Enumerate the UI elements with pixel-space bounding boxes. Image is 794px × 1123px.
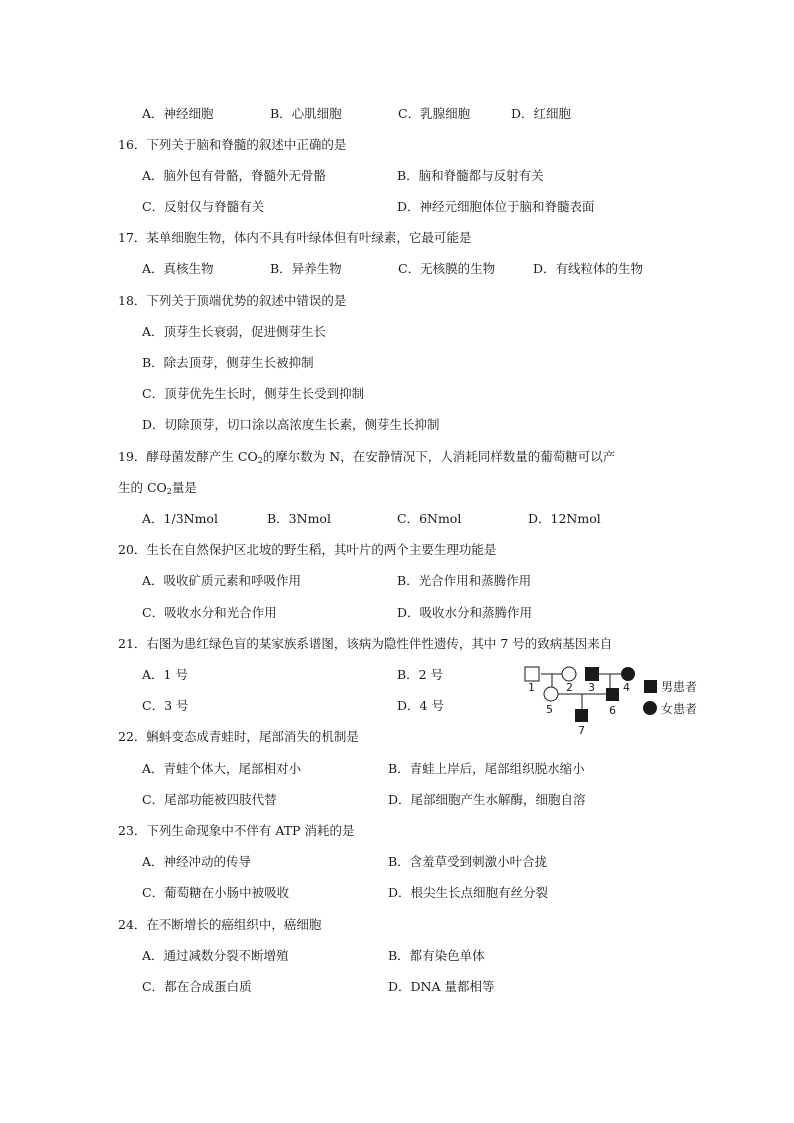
q18-option-d: D．切除顶芽，切口涂以高浓度生长素，侧芽生长抑制: [142, 417, 440, 432]
question-17: 17．某单细胞生物，体内不具有叶绿体但有叶绿素，它最可能是: [118, 230, 472, 245]
question-23: 23．下列生命现象中不伴有 ATP 消耗的是: [118, 823, 355, 838]
q19-text-1a: 19．酵母菌发酵产生 CO: [118, 449, 258, 464]
pedigree-individual-3: [585, 667, 599, 681]
q22-option-d: D．尾部细胞产生水解酶，细胞自溶: [388, 792, 586, 807]
q21-option-d: D．4 号: [397, 698, 444, 713]
q22-option-a: A．青蛙个体大，尾部相对小: [142, 761, 302, 776]
q22-option-c: C．尾部功能被四肢代替: [142, 792, 277, 807]
q17-option-a: A．真核生物: [142, 261, 214, 276]
q15-option-b: B．心肌细胞: [270, 106, 342, 121]
q20-option-b: B．光合作用和蒸腾作用: [397, 573, 532, 588]
q23-option-b: B．含羞草受到刺激小叶合拢: [388, 854, 548, 869]
q16-option-a: A．脑外包有骨骼，脊髓外无骨骼: [142, 168, 327, 183]
q24-option-a: A．通过减数分裂不断增殖: [142, 948, 289, 963]
pedigree-individual-5: [544, 687, 558, 701]
q19-sub-2: 2: [166, 487, 172, 496]
q18-option-b: B．除去顶芽，侧芽生长被抑制: [142, 355, 314, 370]
q16-option-d: D．神经元细胞体位于脑和脊髓表面: [397, 199, 595, 214]
question-24: 24．在不断增长的癌组织中，癌细胞: [118, 917, 322, 932]
q20-option-c: C．吸收水分和光合作用: [142, 605, 277, 620]
q21-option-b: B．2 号: [397, 667, 444, 682]
q20-option-d: D．吸收水分和蒸腾作用: [397, 605, 533, 620]
pedigree-label-5: 5: [546, 703, 553, 716]
pedigree-individual-6: [606, 688, 619, 701]
q24-option-d: D．DNA 量都相等: [388, 979, 495, 994]
pedigree-diagram: [518, 660, 718, 738]
pedigree-individual-7: [575, 709, 588, 722]
q17-option-c: C．无核膜的生物: [398, 261, 496, 276]
q15-option-d: D．红细胞: [511, 106, 572, 121]
q23-option-d: D．根尖生长点细胞有丝分裂: [388, 885, 549, 900]
q18-option-c: C．顶芽优先生长时，侧芽生长受到抑制: [142, 386, 365, 401]
question-19-line-1: [118, 449, 615, 465]
pedigree-label-6: 6: [609, 704, 616, 717]
q16-option-c: C．反射仅与脊髓有关: [142, 199, 265, 214]
q19-text-2a: 生的 CO: [118, 480, 167, 495]
q17-option-d: D．有线粒体的生物: [533, 261, 644, 276]
q24-option-c: C．都在合成蛋白质: [142, 979, 252, 994]
q19-sub-1: 2: [257, 456, 263, 465]
q15-option-a: A．神经细胞: [142, 106, 214, 121]
pedigree-label-2: 2: [566, 681, 573, 694]
q21-option-a: A．1 号: [142, 667, 188, 682]
q19-option-a: A．1/3Nmol: [142, 511, 218, 526]
question-21: 21．右图为患红绿色盲的某家族系谱图，该病为隐性伴性遗传，其中 7 号的致病基因来自: [118, 636, 613, 651]
question-20: 20．生长在自然保护区北坡的野生稻，其叶片的两个主要生理功能是: [118, 542, 497, 557]
q20-option-a: A．吸收矿质元素和呼吸作用: [142, 573, 302, 588]
legend-male-label: 男患者: [661, 680, 698, 694]
q19-option-d: D．12Nmol: [528, 511, 601, 526]
q19-text-1b: 的摩尔数为 N，在安静情况下，人消耗同样数量的葡萄糖可以产: [262, 449, 616, 464]
legend-female-circle-icon: [643, 701, 657, 715]
q17-option-b: B．异养生物: [270, 261, 342, 276]
pedigree-label-3: 3: [588, 681, 595, 694]
pedigree-individual-4: [621, 667, 635, 681]
question-18: 18．下列关于顶端优势的叙述中错误的是: [118, 293, 347, 308]
pedigree-individual-1: [525, 667, 539, 681]
question-22: 22．蝌蚪变态成青蛙时，尾部消失的机制是: [118, 729, 359, 744]
question-16: 16．下列关于脑和脊髓的叙述中正确的是: [118, 137, 347, 152]
legend-female-label: 女患者: [661, 702, 698, 716]
q16-option-b: B．脑和脊髓都与反射有关: [397, 168, 544, 183]
q19-text-2b: 量是: [171, 480, 197, 495]
q24-option-b: B．都有染色单体: [388, 948, 485, 963]
q19-option-c: C．6Nmol: [397, 511, 462, 526]
legend-male-square-icon: [644, 680, 657, 693]
pedigree-label-7: 7: [578, 724, 585, 737]
q22-option-b: B．青蛙上岸后，尾部组织脱水缩小: [388, 761, 585, 776]
q15-option-c: C．乳腺细胞: [398, 106, 471, 121]
q18-option-a: A．顶芽生长衰弱，促进侧芽生长: [142, 324, 327, 339]
pedigree-individual-2: [562, 667, 576, 681]
pedigree-label-1: 1: [528, 681, 535, 694]
question-19-line-2: [118, 480, 197, 496]
pedigree-label-4: 4: [623, 681, 630, 694]
q23-option-c: C．葡萄糖在小肠中被吸收: [142, 885, 290, 900]
q23-option-a: A．神经冲动的传导: [142, 854, 252, 869]
q19-option-b: B．3Nmol: [267, 511, 331, 526]
q21-option-c: C．3 号: [142, 698, 189, 713]
